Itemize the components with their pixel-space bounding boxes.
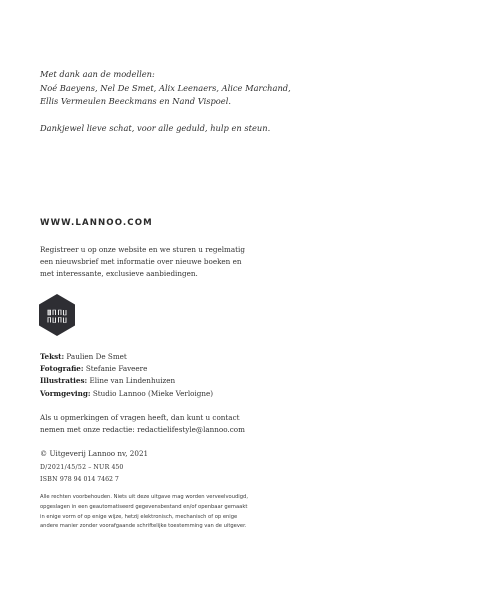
credit-row-text bbox=[40, 351, 460, 363]
publication-codes bbox=[40, 462, 460, 486]
website-url[interactable]: WWW.LANNOO.COM bbox=[40, 218, 153, 228]
newsletter-line: Registreer u op onze website en we sturen u regelmatig bbox=[40, 245, 245, 254]
contact-text bbox=[40, 412, 280, 436]
credit-label: Illustraties: bbox=[40, 376, 88, 386]
credit-value: Studio Lannoo (Mieke Verloigne) bbox=[92, 388, 214, 398]
credit-value: Eline van Lindenhuizen bbox=[89, 376, 176, 386]
rights-reserved-notice bbox=[40, 493, 300, 532]
credits-list bbox=[40, 351, 460, 400]
separator-dash: – bbox=[88, 464, 92, 471]
nur-label: NUR bbox=[93, 464, 110, 471]
credit-row-photography bbox=[40, 363, 460, 375]
contact-line: Als u opmerkingen of vragen heeft, dan kunt u contact bbox=[40, 413, 240, 422]
acknowledgements-models-line-2: Ellis Vermeulen Beeckmans en Nand Vispoel. bbox=[40, 96, 231, 106]
rights-line: opgeslagen in een geautomatiseerd gegevensbestand en/of openbaar gemaakt bbox=[40, 503, 248, 510]
acknowledgements-dedication: Dankjewel lieve schat, voor alle geduld, hulp en steun. bbox=[40, 123, 271, 133]
depot-nur-line bbox=[40, 462, 460, 474]
credit-row-design bbox=[40, 388, 460, 400]
isbn-label: ISBN bbox=[40, 476, 58, 484]
nur-value: 450 bbox=[111, 464, 124, 471]
newsletter-text bbox=[40, 244, 270, 280]
acknowledgements bbox=[40, 68, 460, 136]
credit-label: Tekst: bbox=[40, 352, 65, 361]
acknowledgements-intro: Met dank aan de modellen: bbox=[40, 69, 155, 79]
credit-value: Paulien De Smet bbox=[66, 352, 127, 361]
credit-value: Stefanie Faveere bbox=[85, 364, 148, 374]
isbn-line bbox=[40, 474, 460, 486]
contact-line: nemen met onze redactie: redactielifestyle@lannoo.com bbox=[40, 425, 245, 435]
credit-row-illustrations bbox=[40, 375, 460, 387]
isbn-value: 978 94 014 7462 7 bbox=[59, 476, 119, 484]
rights-line: in enige vorm of op enige wijze, hetzij elektronisch, mechanisch of op enige bbox=[40, 513, 238, 520]
newsletter-line: met interessante, exclusieve aanbiedingen. bbox=[40, 269, 198, 278]
newsletter-line: een nieuwsbrief met informatie over nieuwe boeken en bbox=[40, 257, 242, 266]
copyright-notice: © Uitgeverij Lannoo nv, 2021 bbox=[40, 449, 149, 458]
rights-line: Alle rechten voorbehouden. Niets uit deze uitgave mag worden verveelvoudigd, bbox=[40, 494, 248, 500]
rights-line: andere manier zonder voorafgaande schriftelijke toestemming van de uitgever. bbox=[40, 523, 247, 530]
acknowledgements-models-line-1: Noé Baeyens, Nel De Smet, Alix Leenaers, Alice Marchand, bbox=[40, 82, 291, 93]
credit-label: Vormgeving: bbox=[40, 388, 91, 398]
lannoo-hexagon-logo-icon bbox=[38, 294, 76, 336]
credit-label: Fotografie: bbox=[40, 364, 84, 374]
depot-number: D/2021/45/52 bbox=[40, 464, 87, 471]
